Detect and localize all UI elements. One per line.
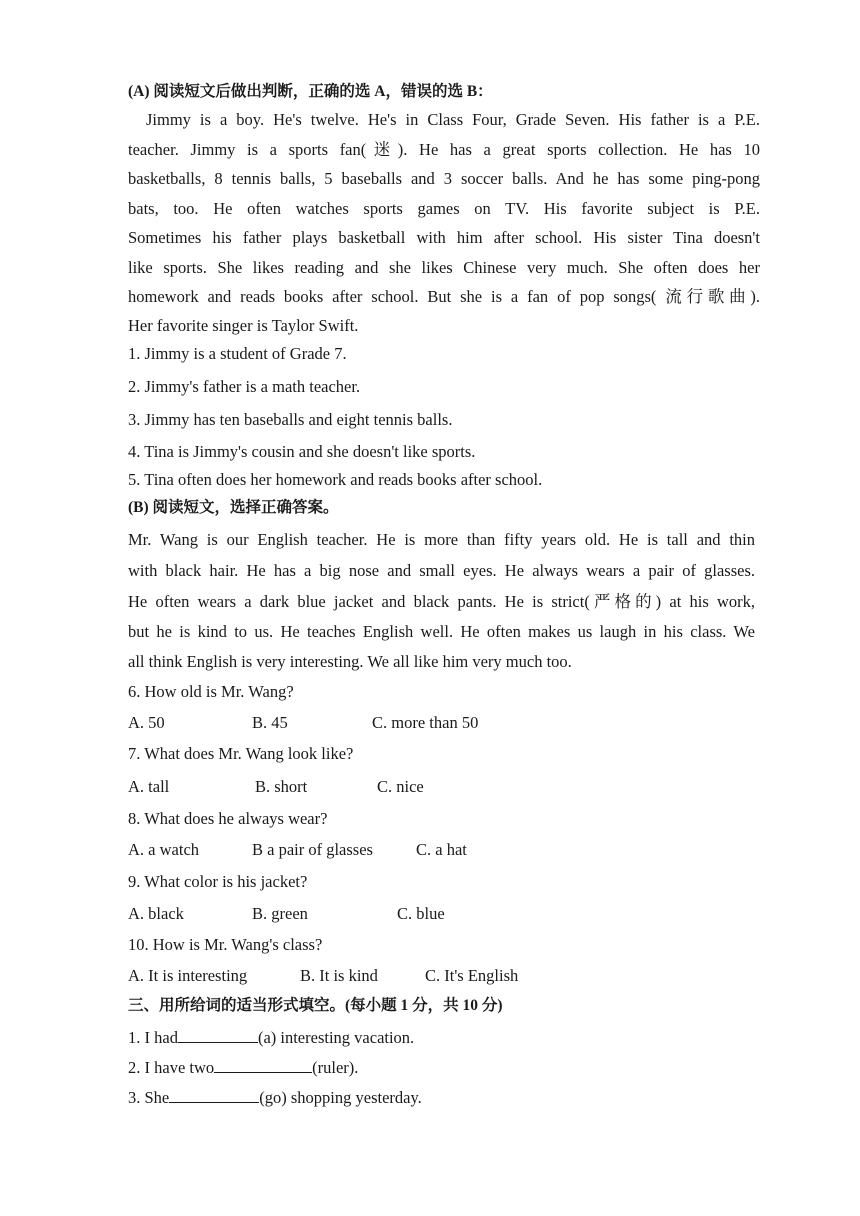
passage-a-line: bats, too. He often watches sports games on TV. His favorite subject is P.E. [128,199,760,218]
option-a: A. black [128,904,184,923]
fill-blank-prefix: 2. I have two [128,1058,215,1077]
option-c: C. It's English [425,966,519,985]
option-a: A. It is interesting [128,966,248,985]
passage-a-line: like sports. She likes reading and she likes Chinese very much. She often does her [128,258,760,277]
fill-blank-suffix: (go) shopping yesterday. [259,1088,422,1107]
passage-b-line: Mr. Wang is our English teacher. He is more than fifty years old. He is tall and thin [128,530,755,549]
option-c: C. more than 50 [372,713,479,732]
passage-a-line: basketballs, 8 tennis balls, 5 baseballs and 3 soccer balls. And he has some ping-pong [128,169,760,188]
mc-question: 9. What color is his jacket? [128,872,308,891]
option-c: C. a hat [416,840,467,859]
passage-a-line: homework and reads books after school. But she is a fan of pop songs( 流行歌曲). [128,287,760,306]
passage-b-line: but he is kind to us. He teaches English well. He often makes us laugh in his class. We [128,622,755,641]
passage-a-line: Jimmy is a boy. He's twelve. He's in Class Four, Grade Seven. His father is a P.E. [146,110,760,129]
section-a-heading: (A) 阅读短文后做出判断，正确的选 A，错误的选 B： [128,83,493,100]
judgement-question: 4. Tina is Jimmy's cousin and she doesn't like sports. [128,442,476,461]
option-b: B. green [252,904,308,923]
mc-question: 8. What does he always wear? [128,809,328,828]
fill-blank-item [128,1058,358,1078]
option-b: B. 45 [252,713,288,732]
fill-blank-item [128,1088,422,1108]
mc-question: 7. What does Mr. Wang look like? [128,744,354,763]
option-a: A. 50 [128,713,165,732]
answer-blank[interactable] [214,1058,312,1073]
option-c: C. blue [397,904,445,923]
passage-a-line: teacher. Jimmy is a sports fan(迷). He has a great sports collection. He has 10 [128,140,760,159]
section-b-heading: (B) 阅读短文，选择正确答案。 [128,499,339,516]
fill-blank-prefix: 1. I had [128,1028,178,1047]
option-b: B. short [255,777,308,796]
passage-b-line: He often wears a dark blue jacket and black pants. He is strict(严格的) at his work, [128,592,755,611]
answer-blank[interactable] [178,1028,258,1043]
mc-question: 10. How is Mr. Wang's class? [128,935,323,954]
passage-b-line: with black hair. He has a big nose and small eyes. He always wears a pair of glasses. [128,561,755,580]
answer-blank[interactable] [169,1088,259,1103]
section-3-heading: 三、用所给词的适当形式填空。(每小题 1 分，共 10 分) [128,997,503,1014]
passage-a-line: Her favorite singer is Taylor Swift. [128,316,359,335]
option-a: A. a watch [128,840,200,859]
option-c: C. nice [377,777,424,796]
passage-a-line: Sometimes his father plays basketball with him after school. His sister Tina doesn't [128,228,760,247]
judgement-question: 2. Jimmy's father is a math teacher. [128,377,361,396]
fill-blank-suffix: (ruler). [312,1058,359,1077]
judgement-question: 1. Jimmy is a student of Grade 7. [128,344,347,363]
option-b: B. It is kind [300,966,378,985]
fill-blank-prefix: 3. She [128,1088,170,1107]
option-b: B a pair of glasses [252,840,373,859]
judgement-question: 3. Jimmy has ten baseballs and eight tennis balls. [128,410,453,429]
judgement-question: 5. Tina often does her homework and reads books after school. [128,470,543,489]
mc-question: 6. How old is Mr. Wang? [128,682,294,701]
fill-blank-suffix: (a) interesting vacation. [257,1028,415,1047]
fill-blank-item [128,1028,414,1048]
passage-b-line: all think English is very interesting. We all like him very much too. [128,652,572,671]
option-a: A. tall [128,777,170,796]
